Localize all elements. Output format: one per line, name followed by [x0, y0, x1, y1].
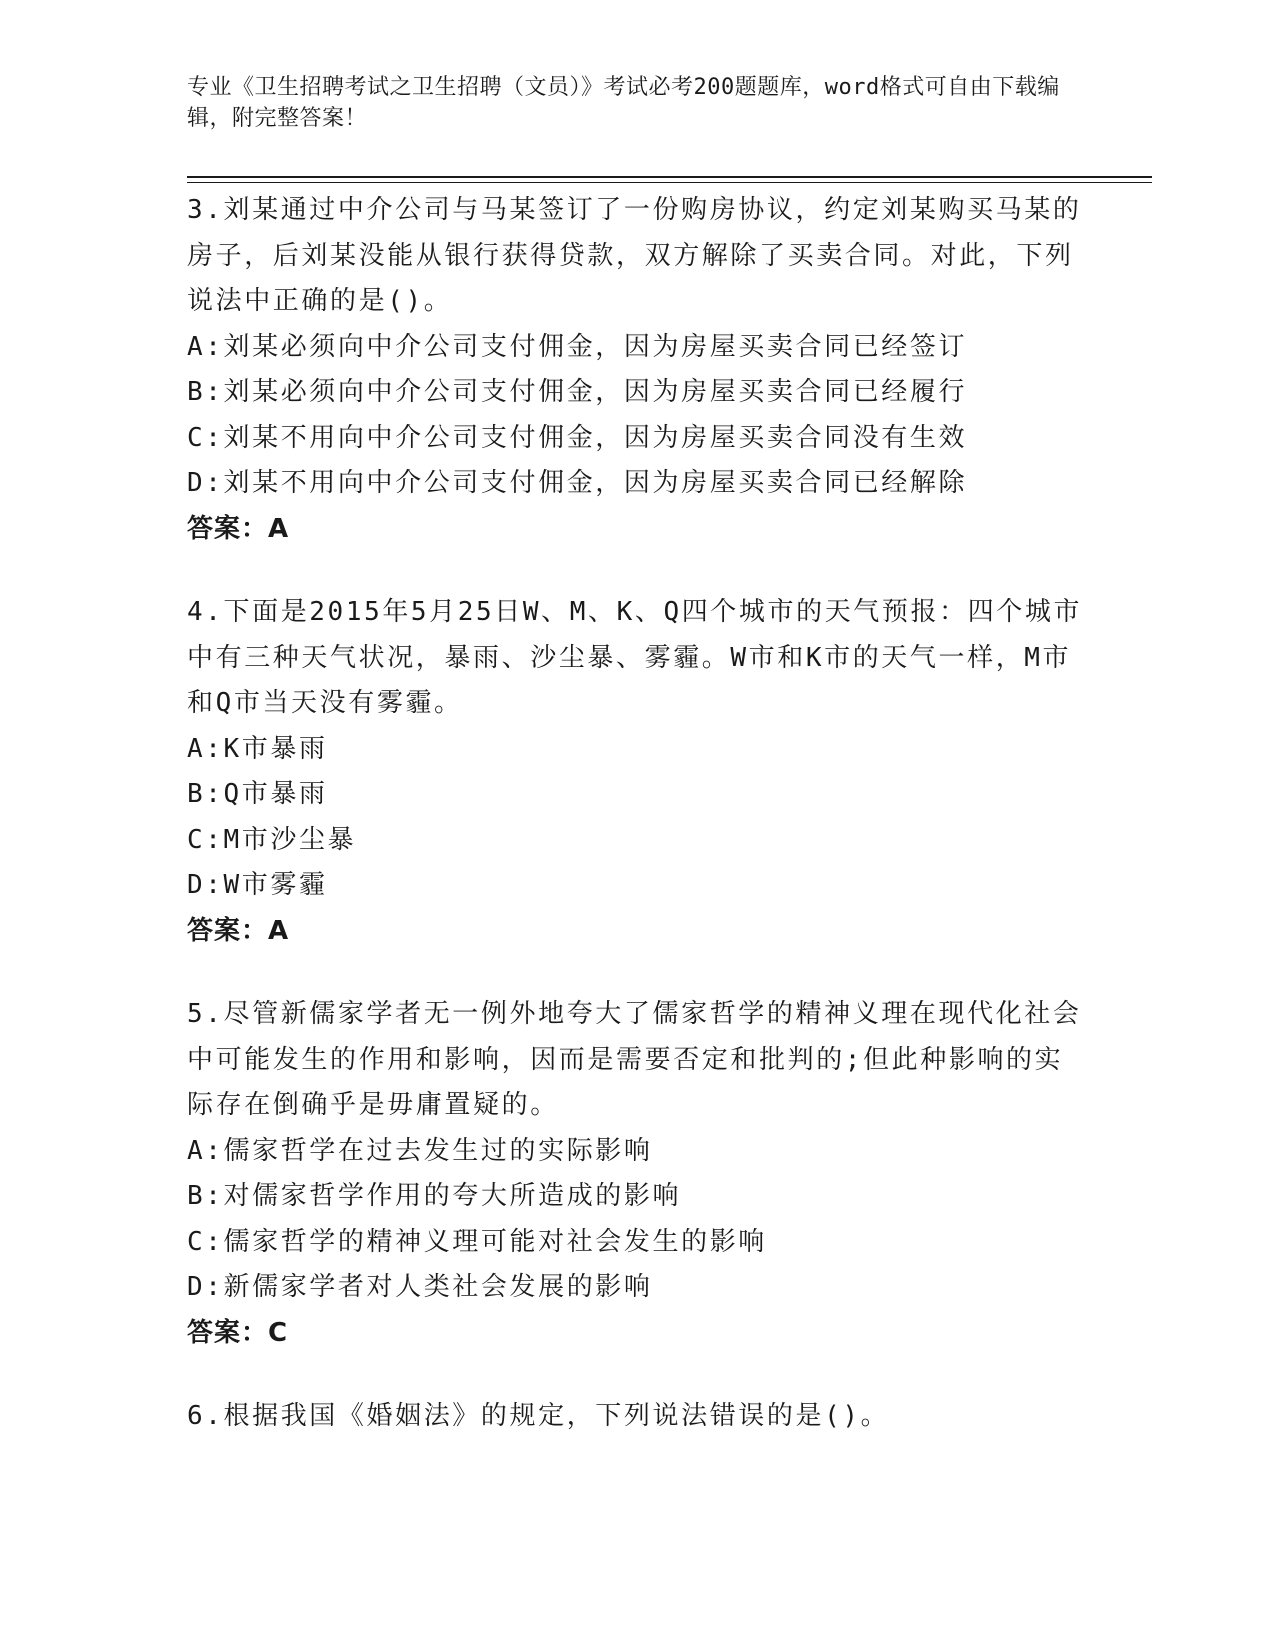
- option-c: C:刘某不用向中介公司支付佣金，因为房屋买卖合同没有生效: [187, 422, 968, 453]
- option-b: B:对儒家哲学作用的夸大所造成的影响: [187, 1181, 682, 1211]
- option-a: A:K市暴雨: [187, 733, 328, 764]
- document-header: 专业《卫生招聘考试之卫生招聘（文员）》考试必考200题题库，word格式可自由下载编辑，附完整答案！: [187, 75, 1060, 131]
- question-3: [187, 188, 1087, 552]
- option-c: C:儒家哲学的精神义理可能对社会发生的影响: [187, 1226, 767, 1257]
- answer-label: 答案：A: [187, 513, 290, 544]
- option-a: A:儒家哲学在过去发生过的实际影响: [187, 1135, 653, 1166]
- question-text: 5.尽管新儒家学者无一例外地夸大了儒家哲学的精神义理在现代化社会中可能发生的作用和影响，因而是需要否定和批判的;但此种影响的实际存在倒确乎是毋庸置疑的。: [187, 999, 1082, 1120]
- question-4: [187, 590, 1087, 954]
- answer-label: 答案：A: [187, 915, 290, 946]
- question-list: [187, 188, 1087, 1478]
- question-5: [187, 992, 1087, 1356]
- answer-label: 答案：C: [187, 1317, 289, 1348]
- question-text: 3.刘某通过中介公司与马某签订了一份购房协议，约定刘某购买马某的房子，后刘某没能从银行获得贷款，双方解除了买卖合同。对此，下列说法中正确的是()。: [187, 195, 1082, 316]
- option-d: D:新儒家学者对人类社会发展的影响: [187, 1272, 653, 1302]
- option-b: B:Q市暴雨: [187, 779, 328, 809]
- option-c: C:M市沙尘暴: [187, 824, 357, 855]
- question-text: 6.根据我国《婚姻法》的规定，下列说法错误的是()。: [187, 1401, 890, 1431]
- option-d: D:W市雾霾: [187, 870, 328, 900]
- header-divider-thick: [187, 176, 1152, 178]
- option-b: B:刘某必须向中介公司支付佣金，因为房屋买卖合同已经履行: [187, 377, 968, 407]
- option-d: D:刘某不用向中介公司支付佣金，因为房屋买卖合同已经解除: [187, 468, 968, 498]
- question-text: 4.下面是2015年5月25日W、M、K、Q四个城市的天气预报：四个城市中有三种天气状况，暴雨、沙尘暴、雾霾。W市和K市的天气一样，M市和Q市当天没有雾霾。: [187, 597, 1083, 718]
- header-divider-thin: [187, 182, 1152, 183]
- option-a: A:刘某必须向中介公司支付佣金，因为房屋买卖合同已经签订: [187, 331, 968, 362]
- question-6: [187, 1394, 1087, 1440]
